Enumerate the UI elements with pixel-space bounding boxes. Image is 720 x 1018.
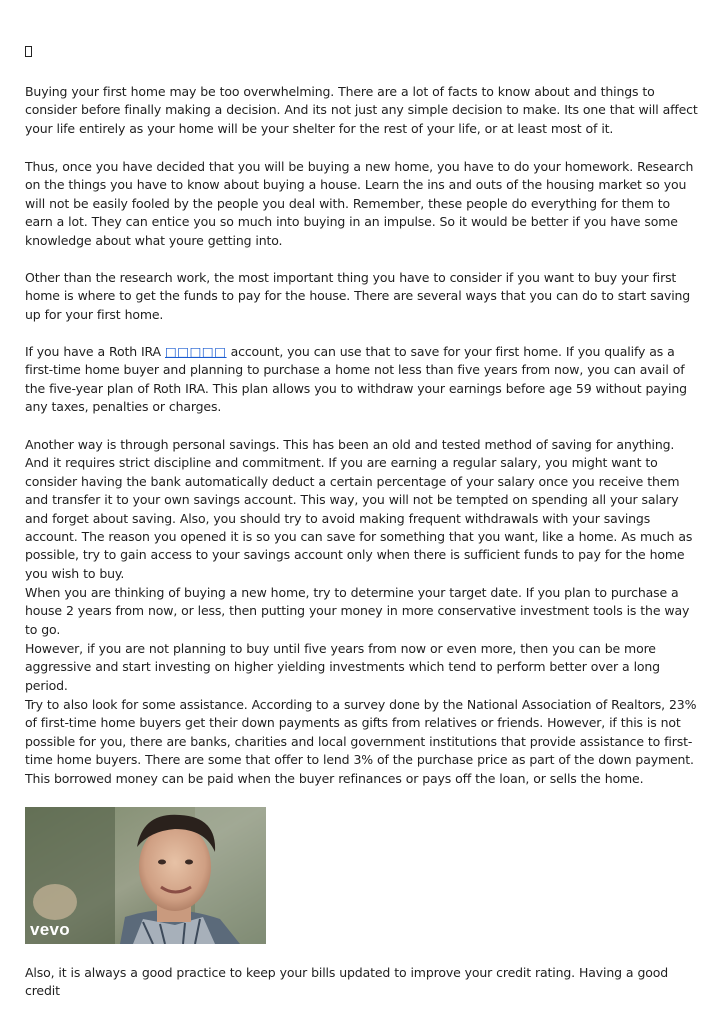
vevo-watermark: vevo: [30, 920, 70, 939]
paragraph-target-date: When you are thinking of buying a new home, try to determine your target date. If you plan to purchase a house 2 years from now, or less, then putting your money in more conservative investment tools is the way to go.: [25, 585, 690, 637]
paragraph-roth-ira: [25, 343, 700, 417]
video-thumbnail[interactable]: [25, 807, 266, 944]
paragraph-credit: Also, it is always a good practice to keep your bills updated to improve your credit rating. Having a good credit: [25, 965, 669, 999]
paragraph-intro: Buying your first home may be too overwhelming. There are a lot of facts to know about and things to consider before finally making a decision. And its not just any simple decision to make. Its one that will affect your life entirely as your home will be your shelter for the rest of your life, or at least most of it.: [25, 84, 698, 136]
paragraph-assistance: Try to also look for some assistance. According to a survey done by the National Association of Realtors, 23% of first-time home buyers get their down payments as gifts from relatives or friends. However, if this is not possible for you, there are banks, charities and local government institutions that provide assistance to first-time home buyers. There are some that offer to lend 3% of the purchase price as part of the down payment. This borrowed money can be paid when the buyer refinances or pays off the loan, or sells the home.: [25, 697, 697, 786]
roth-text-after: account, you can use that to save for your first home. If you qualify as a first-time home buyer and planning to purchase a home not less than five years from now, you can avail of the five-year plan of Roth IRA. This plan allows you to withdraw your earnings before age 59 without paying any taxes, penalties or charges.: [25, 344, 687, 415]
roth-ira-link[interactable]: □□□□□: [165, 344, 227, 359]
paragraph-funds: Other than the research work, the most important thing you have to consider if you want to buy your first home is where to get the funds to pay for the house. There are several ways that you can do to start saving up for your first home.: [25, 270, 691, 322]
paragraph-aggressive: However, if you are not planning to buy until five years from now or even more, then you can be more aggressive and start investing on higher yielding investments which tend to perform better over a long period.: [25, 641, 660, 693]
paragraph-homework: Thus, once you have decided that you will be buying a new home, you have to do your homework. Research on the things you have to know about buying a house. Learn the ins and outs of the housing market so you will not be easily fooled by the people you deal with. Remember, these people do everything for them to earn a lot. They can entice you so much into buying in an impulse. So it would be better if you have some knowledge about what youre getting into.: [25, 159, 694, 248]
paragraph-personal-savings: Another way is through personal savings. This has been an old and tested method of saving for anything. And it requires strict discipline and commitment. If you are earning a regular salary, you might want to consider having the bank automatically deduct a certain percentage of your salary once you receive them and transfer it to your own savings account. This way, you will not be tempted on spending all your salary and forget about saving. Also, you should try to avoid making frequent withdrawals with your savings account. The reason you opened it is so you can save for something that you want, like a home. As much as possible, try to gain access to your savings account only when there is sufficient funds to pay for the home you wish to buy.: [25, 437, 693, 581]
roth-text-before: If you have a Roth IRA: [25, 344, 165, 359]
missing-glyph-icon: [25, 46, 32, 57]
